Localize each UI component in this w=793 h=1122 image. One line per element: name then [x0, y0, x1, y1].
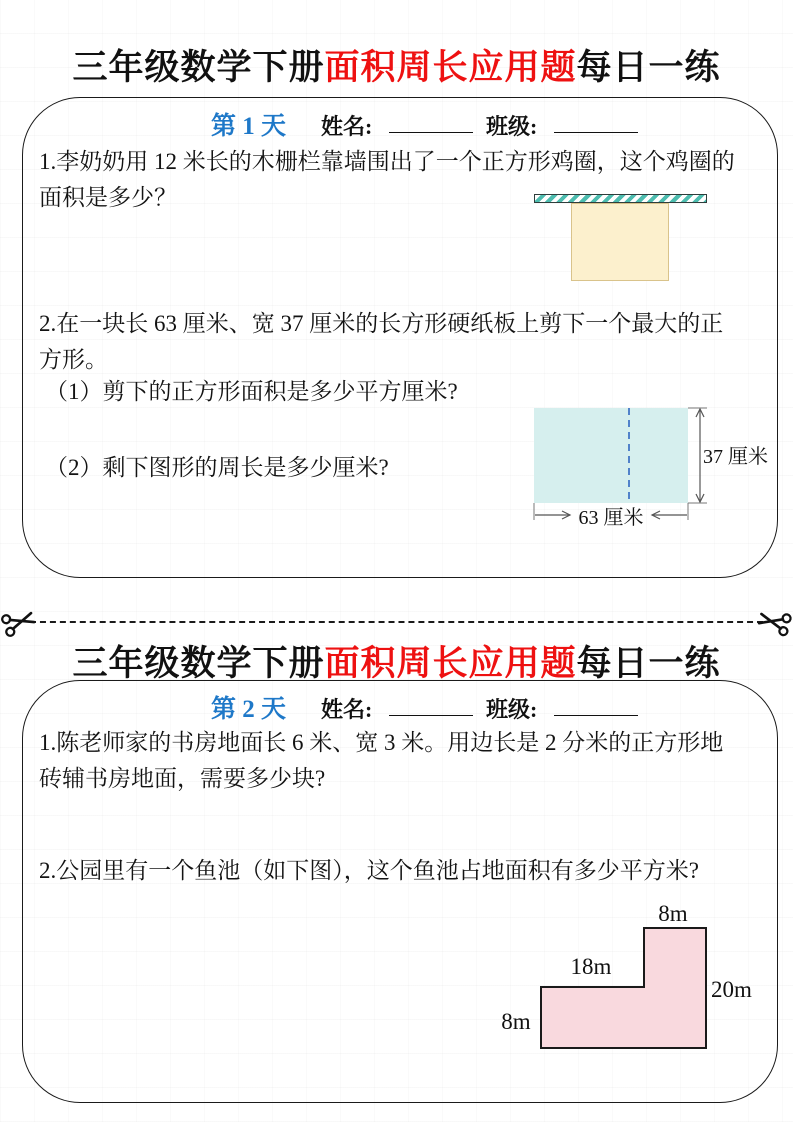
pond-left-label: 8m	[501, 1009, 531, 1034]
day1-problem2	[39, 306, 723, 378]
day1-card	[22, 97, 778, 578]
problem-line: 1.李奶奶用 12 米长的木栅栏靠墙围出了一个正方形鸡圈，这个鸡圈的	[39, 149, 735, 174]
day2-problem1	[39, 725, 723, 797]
problem-line: 砖辅书房地面，需要多少块?	[39, 766, 326, 791]
day2-card	[22, 680, 778, 1103]
name-label: 姓名:	[321, 697, 373, 722]
class-blank-line	[554, 110, 638, 133]
day1-problem2-q2: （2）剩下图形的周长是多少厘米?	[45, 455, 389, 480]
width-dimension-label: 63 厘米	[578, 507, 644, 529]
worksheet-title	[0, 636, 793, 686]
class-label: 班级:	[486, 697, 538, 722]
problem-line: 方形。	[39, 347, 108, 372]
name-blank-line	[389, 110, 473, 133]
day2-label: 第 2 天	[211, 696, 287, 723]
wall-hatch-bar	[534, 194, 707, 203]
problem-line: 2.在一块长 63 厘米、宽 37 厘米的长方形硬纸板上剪下一个最大的正	[39, 311, 724, 336]
fish-pond-diagram	[483, 894, 783, 1064]
problem-line: 1.陈老师家的书房地面长 6 米、宽 3 米。用边长是 2 分米的正方形地	[39, 730, 724, 755]
title-grade-part: 三年级数学下册	[72, 48, 325, 87]
name-label: 姓名:	[321, 114, 373, 139]
name-blank-line	[389, 693, 473, 716]
title-topic-part: 面积周长应用题	[324, 48, 577, 87]
dashed-cut-line	[30, 621, 763, 623]
pond-middle-label: 18m	[570, 954, 612, 979]
chicken-coop-square	[571, 203, 669, 281]
cardboard-rect	[534, 408, 688, 503]
title-topic-part: 面积周长应用题	[324, 644, 577, 683]
class-label: 班级:	[486, 114, 538, 139]
cut-divider	[0, 604, 793, 640]
title-daily-part: 每日一练	[576, 644, 721, 683]
day1-problem2-q1: （1）剪下的正方形面积是多少平方厘米?	[45, 379, 458, 404]
pond-top-label: 8m	[658, 901, 688, 926]
height-dimension-label: 37 厘米	[703, 446, 768, 468]
worksheet-title	[0, 40, 793, 90]
pond-right-label: 20m	[711, 977, 752, 1002]
problem-line: 面积是多少？	[39, 185, 177, 210]
cardboard-diagram	[526, 401, 781, 536]
day1-label: 第 1 天	[211, 113, 287, 140]
pond-polygon	[541, 928, 706, 1048]
class-blank-line	[554, 693, 638, 716]
day2-problem2: 2.公园里有一个鱼池（如下图），这个鱼池占地面积有多少平方米?	[39, 858, 699, 883]
title-daily-part: 每日一练	[576, 48, 721, 87]
title-grade-part: 三年级数学下册	[72, 644, 325, 683]
